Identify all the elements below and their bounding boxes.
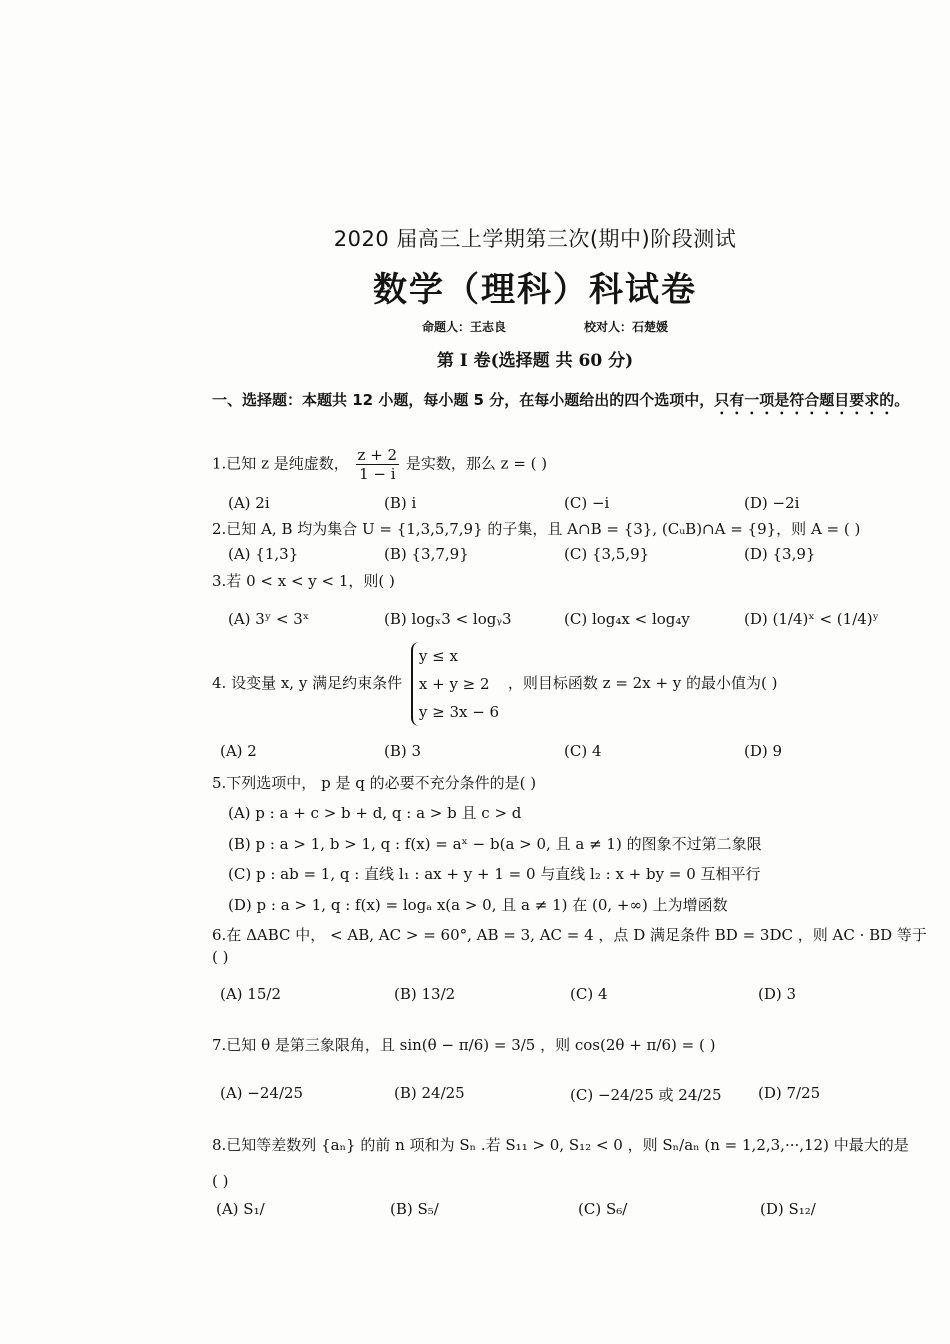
option-b: (B) i — [384, 494, 417, 512]
intro-text: 一、选择题：本题共 12 小题，每小题 5 分，在每小题给出的四个选项中， — [212, 391, 715, 409]
section-intro — [212, 386, 932, 418]
authors-line — [422, 318, 668, 335]
option-d: (D) p : a > 1, q : f(x) = logₐ x(a > 0, 且 a ≠ 1) 在 (0, +∞) 上为增函数 — [228, 896, 728, 914]
option-b: (B) 24/25 — [394, 1084, 465, 1102]
author: 命题人：王志良 — [422, 320, 507, 334]
option-c: (C) 4 — [564, 742, 602, 760]
question-5: 5.下列选项中， p 是 q 的必要不充分条件的是( ) — [212, 774, 537, 792]
option-a: (A) p : a + c > b + d, q : a > b 且 c > d — [228, 804, 522, 822]
intro-end: 。 — [894, 391, 910, 409]
option-d: (D) 9 — [744, 742, 783, 760]
option-b: (B) logₓ3 < logᵧ3 — [384, 610, 512, 628]
question-6: 6.在 ΔABC 中， < AB, AC > = 60°, AB = 3, AC = 4 ，点 D 满足条件 BD = 3DC ，则 AC · BD 等于 — [212, 926, 927, 944]
q8-paren: ( ) — [212, 1172, 229, 1190]
question-4 — [212, 642, 937, 726]
constraint-1: y ≤ x — [418, 647, 458, 665]
intro-emphasis: 只有一项是符合题目要求的 — [714, 391, 895, 409]
option-d: (D) (1/4)ˣ < (1/4)ʸ — [744, 610, 879, 628]
constraint-2: x + y ≥ 2 — [418, 675, 490, 693]
option-c: (C) 4 — [570, 985, 608, 1003]
exam-title: 数学（理科）科试卷 — [373, 270, 697, 310]
option-d: (D) {3,9} — [744, 545, 816, 563]
q1-frac-den: 1 − i — [359, 465, 396, 483]
question-8: 8.已知等差数列 {aₙ} 的前 n 项和为 Sₙ .若 S₁₁ > 0, S₁₂ < 0 ，则 Sₙ/aₙ (n = 1,2,3,···,12) 中最大的是 — [212, 1136, 909, 1154]
option-d: (D) −2i — [744, 494, 800, 512]
option-c: (C) −i — [564, 494, 610, 512]
q4-constraints — [411, 642, 499, 726]
question-1 — [212, 446, 937, 483]
option-a: (A) 2 — [220, 742, 257, 760]
option-a: (A) 15/2 — [220, 985, 281, 1003]
option-a: (A) 2i — [228, 494, 270, 512]
option-b: (B) 13/2 — [394, 985, 456, 1003]
option-a: (A) −24/25 — [220, 1084, 304, 1102]
exam-subtitle: 2020 届高三上学期第三次(期中)阶段测试 — [333, 227, 737, 251]
option-c: (C) {3,5,9} — [564, 545, 650, 563]
checker: 校对人：石楚媛 — [584, 320, 669, 334]
q4-stem-b: ，则目标函数 z = 2x + y 的最小值为( ) — [507, 674, 778, 692]
q1-stem-b: 是实数，那么 z = ( ) — [405, 454, 548, 473]
option-c: (C) −24/25 或 24/25 — [570, 1086, 722, 1104]
option-b: (B) p : a > 1, b > 1, q : f(x) = aˣ − b(a > 0, 且 a ≠ 1) 的图象不过第二象限 — [228, 835, 762, 853]
q6-paren: ( ) — [212, 948, 229, 966]
section-title: 第 Ⅰ 卷(选择题 共 60 分) — [436, 351, 634, 371]
q8-options — [216, 1200, 941, 1218]
option-b: (B) 3 — [384, 742, 422, 760]
option-c: (C) log₄x < log₄y — [564, 610, 690, 628]
option-a: (A) 3ʸ < 3ˣ — [228, 610, 310, 628]
question-3: 3.若 0 < x < y < 1，则( ) — [212, 572, 395, 590]
option-b: (B) S₅/ — [390, 1200, 439, 1218]
option-c: (C) S₆/ — [578, 1200, 628, 1218]
q1-frac-num: z + 2 — [357, 446, 398, 464]
option-b: (B) {3,7,9} — [384, 545, 469, 563]
option-a: (A) {1,3} — [228, 545, 299, 563]
q1-stem-a: 1.已知 z 是纯虚数， — [212, 454, 349, 473]
constraint-3: y ≥ 3x − 6 — [418, 703, 500, 721]
option-a: (A) S₁/ — [216, 1200, 265, 1218]
option-c: (C) p : ab = 1, q : 直线 l₁ : ax + y + 1 = 0 与直线 l₂ : x + by = 0 互相平行 — [228, 865, 761, 883]
q1-fraction — [356, 446, 400, 483]
question-7: 7.已知 θ 是第三象限角，且 sin(θ − π/6) = 3/5 ，则 cos(2θ + π/6) = ( ) — [212, 1036, 716, 1054]
option-d: (D) 3 — [758, 985, 797, 1003]
q4-stem-a: 4. 设变量 x, y 满足约束条件 — [212, 674, 403, 692]
question-2: 2.已知 A, B 均为集合 U = {1,3,5,7,9} 的子集，且 A∩B = {3}, (CᵤB)∩A = {9}，则 A = ( ) — [212, 520, 861, 538]
option-d: (D) 7/25 — [758, 1084, 821, 1102]
option-d: (D) S₁₂/ — [760, 1200, 816, 1218]
